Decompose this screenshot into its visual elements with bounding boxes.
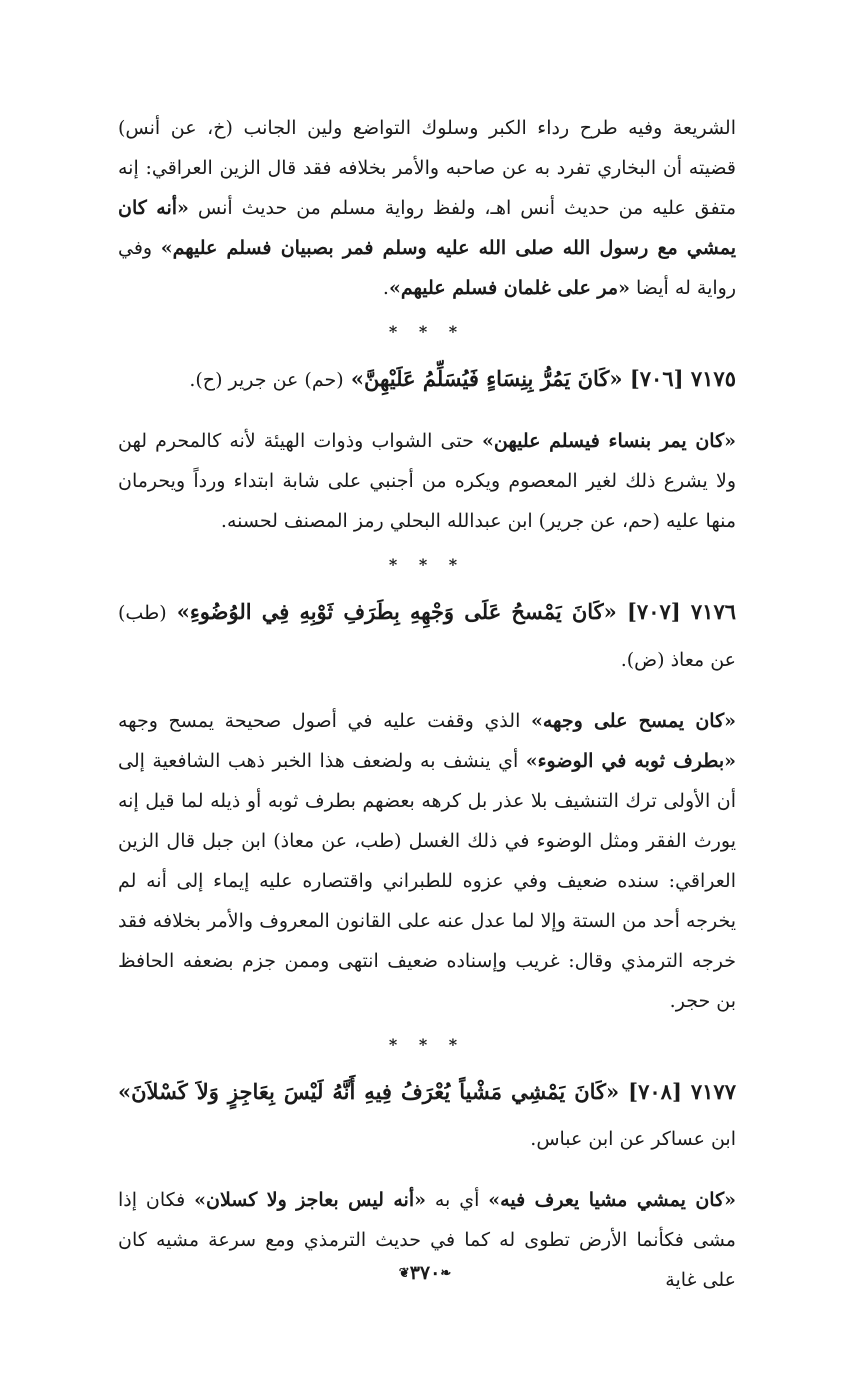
page-body [118,108,736,1300]
section-separator: * * * [388,1035,466,1054]
hadith-quote: «كان يمسح على وجهه» [531,710,736,732]
paragraph-text: وفي رواية له أيضا [118,237,736,299]
hadith-7177 [118,1069,736,1162]
paragraph-text: أي ينشف به ولضعف هذا الخبر ذهب الشافعية إلى أن الأولى ترك التنشيف بلا عذر بل كرهه بعضهم بطرف ثوبه أو ذيله لما قيل إنه يورث الفقر ومثل الوضوء في ذلك الغسل (طب، عن معاذ) ابن جبل قال الزين العراقي: سنده ضعيف وفي عزوه للطبراني واقتصاره عليه إيماء إلى أنه لم يخرجه أحد من الستة وإلا لما عدل عنه على القانون المعروف والأمر بخلافه فقد خرجه الترمذي وقال: غريب وإسناده ضعيف انتهى وممن جزم بضعفه الحافظ بن حجر. [118,750,736,1012]
page-number-footer [0,1262,850,1284]
page-number: ٣٧٠ [409,1262,441,1284]
hadith-7175 [118,356,736,403]
hadith-quote: «كان يمر بنساء فيسلم عليهن» [481,430,736,452]
paragraph-commentary-2 [118,421,736,541]
hadith-number: ٧١٧٦ [٧٠٧] [626,599,737,624]
hadith-text: «كَانَ يَمْشِي مَشْياً يُعْرَفُ فِيهِ أَنَّهُ لَيْسَ بِعَاجِزٍ وَلاَ كَسْلاَنَ» [118,1079,629,1104]
paragraph-text: الشريعة وفيه طرح رداء الكبر وسلوك التواضع ولين الجانب (خ، عن أنس) قضيته أن البخاري تفرد به عن صاحبه والأمر بخلافه فقد قال الزين العراقي: إنه متفق عليه من حديث أنس اهـ، ولفظ رواية مسلم من حديث أنس [118,117,737,219]
paragraph-text: أي به [425,1189,489,1211]
hadith-quote: «كان يمشي مشيا يعرف فيه» [488,1189,737,1211]
paragraph-text: . [382,277,389,299]
hadith-source: (حم) عن جرير (ح). [189,369,344,391]
ornament-left-icon: ❦ [398,1266,410,1281]
hadith-source: (طب) عن معاذ (ض). [118,602,736,671]
hadith-source: ابن عساكر عن ابن عباس. [530,1128,736,1150]
hadith-quote: «أنه كان يمشي مع رسول الله صلى الله عليه وسلم فمر بصبيان فسلم عليهم» [118,197,736,259]
hadith-quote: «أنه ليس بعاجز ولا كسلان» [194,1189,426,1211]
section-separator: * * * [388,322,466,341]
hadith-quote: «مر على غلمان فسلم عليهم» [388,277,630,299]
paragraph-text: حتى الشواب وذوات الهيئة لأنه كالمحرم لهن ولا يشرع ذلك لغير المعصوم ويكره من أجنبي على شابة ابتداء ورداً ويحرمان منها عليه (حم، عن جرير) ابن عبدالله البحلي رمز المصنف لحسنه. [118,430,736,532]
hadith-7176 [118,589,736,683]
hadith-number: ٧١٧٥ [٧٠٦] [629,366,736,391]
paragraph-text: فكان إذا مشى فكأنما الأرض تطوى له كما في حديث الترمذي ومع سرعة مشيه كان على غاية [118,1189,736,1291]
paragraph-text: الذي وقفت عليه في أصول صحيحة يمسح وجهه [118,710,531,732]
paragraph-commentary-3 [118,701,736,1021]
ornament-right-icon: ❧ [440,1266,452,1281]
hadith-quote: «بطرف ثوبه في الوضوء» [525,750,736,772]
paragraph-commentary-1 [118,108,736,308]
section-separator: * * * [388,555,466,574]
hadith-number: ٧١٧٧ [٧٠٨] [628,1079,736,1104]
hadith-text: «كَانَ يَمُرُّ بِنِسَاءٍ فَيُسَلِّمُ عَلَيْهِنَّ» [343,366,630,391]
hadith-text: «كَانَ يَمْسحُ عَلَى وَجْهِهِ بِطَرَفِ ثَوْبِهِ فِي الوُضُوءِ» [166,599,627,624]
